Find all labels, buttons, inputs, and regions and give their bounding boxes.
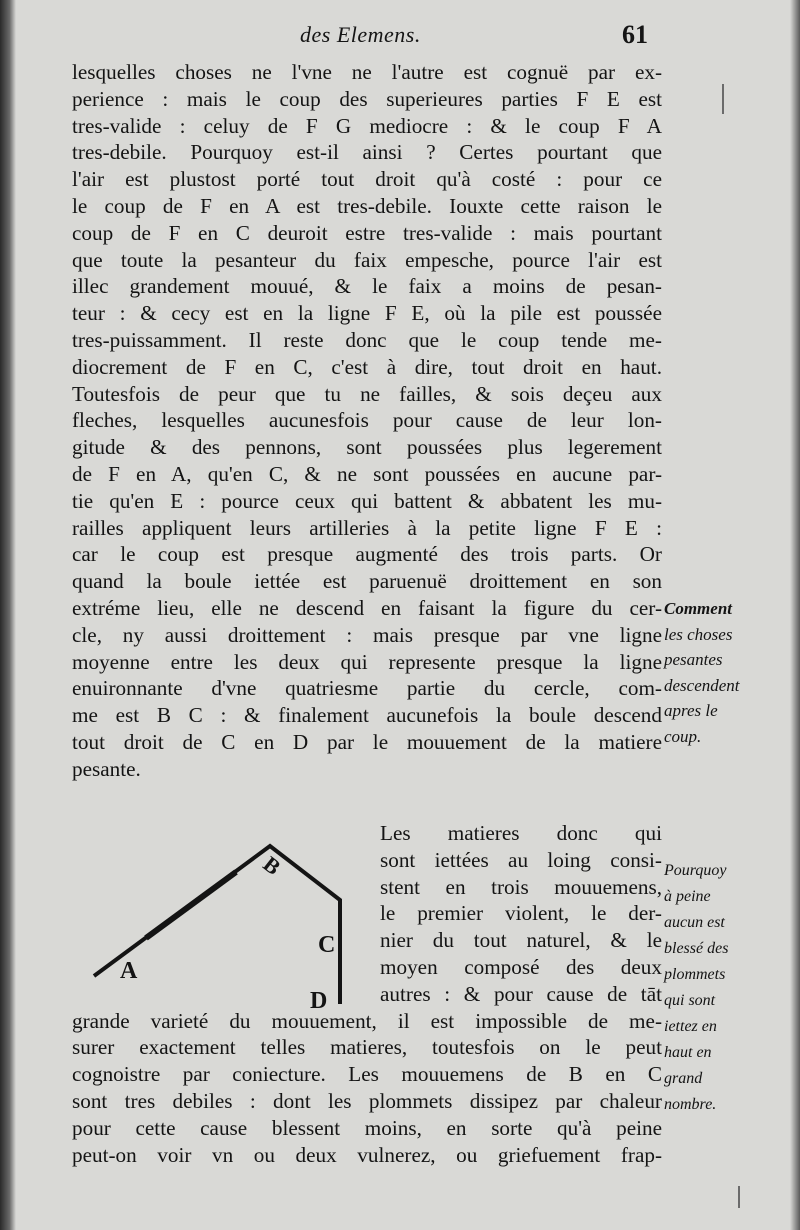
- text-line: sont tres debiles : dont les plommets dissipez par chaleur: [72, 1088, 662, 1113]
- text-line: lesquelles choses ne l'vne ne l'autre est cognuë par ex-: [72, 60, 662, 84]
- text-line: car le coup est presque augmenté des trois parts. Or: [72, 542, 662, 567]
- text-line: perience : mais le coup des superieures parties F E est: [72, 86, 662, 111]
- margin-note-line: nombre.: [664, 1096, 717, 1113]
- text-line: pour cette cause blessent moins, en sorte qu'à peine: [72, 1115, 662, 1140]
- label-a: A: [120, 958, 138, 984]
- text-line: cognoistre par coniecture. Les mouuemens de B en C: [72, 1062, 662, 1087]
- label-c: C: [318, 932, 336, 958]
- text-line: tres-valide : celuy de F G mediocre : & le coup F A: [72, 113, 662, 138]
- lower-text: [72, 820, 662, 1168]
- label-d: D: [310, 988, 328, 1014]
- margin-note-line: pesantes: [664, 650, 723, 669]
- running-title: des Elemens.: [300, 22, 421, 47]
- margin-note-line: aucun est: [664, 914, 725, 931]
- margin-note-line: blessé des: [664, 940, 729, 957]
- text-line: quand la boule iettée est paruenuë droittement en son: [72, 569, 662, 594]
- label-b: B: [258, 851, 286, 880]
- margin-note-line: iettez en: [664, 1018, 717, 1035]
- text-line: le premier violent, le der-: [380, 901, 662, 926]
- text-line: cle, ny aussi droittement : mais presque par vne ligne: [72, 622, 662, 647]
- margin-note-line: plommets: [664, 966, 726, 983]
- body-text: [72, 59, 662, 783]
- text-line: Toutesfois de peur que tu ne failles, & sois deçeu aux: [72, 381, 662, 406]
- margin-note-line: les choses: [664, 624, 733, 644]
- text-line: moyen composé des deux: [380, 954, 662, 979]
- text-line: me est B C : & finalement aucunefois la boule descend: [72, 703, 662, 728]
- page-number: 61: [622, 20, 648, 49]
- text-line: illec grandement mouué, & le faix a moins de pesan-: [72, 274, 662, 299]
- text-line: le coup de F en A est tres-debile. Iouxte cette raison le: [72, 193, 662, 218]
- text-line: nier du tout naturel, & le: [380, 928, 662, 953]
- text-line: coup de F en C deuroit estre tres-valide : mais pourtant: [72, 220, 662, 245]
- text-line: diocrement de F en C, c'est à dire, tout droit en haut.: [72, 354, 662, 379]
- text-line: tie qu'en E : pource ceux qui battent & abbatent les mu-: [72, 488, 662, 513]
- margin-note-line: qui sont: [664, 992, 716, 1009]
- text-line: extréme lieu, elle ne descend en faisant la figure du cer-: [72, 595, 662, 620]
- page-header: [0, 22, 800, 54]
- text-line: moyenne entre les deux qui represente presque la ligne: [72, 649, 662, 674]
- text-line: Les matieres donc qui: [380, 821, 662, 845]
- text-line: peut-on voir vn ou deux vulnerez, ou griefuement frap-: [72, 1142, 662, 1167]
- margin-note-line: apres le: [664, 701, 718, 720]
- text-line: tres-debile. Pourquoy est-il ainsi ? Certes pourtant que: [72, 140, 662, 165]
- scan-mark: [738, 1186, 740, 1208]
- margin-note-descent: [664, 596, 792, 749]
- margin-note-line: grand: [664, 1070, 703, 1087]
- text-line: enuironnante d'vne quatriesme partie du cercle, com-: [72, 676, 662, 701]
- text-line: stent en trois mouuemens,: [380, 874, 662, 899]
- scan-mark: [722, 84, 724, 114]
- text-line: que toute la pesanteur du faix empesche, pource l'air est: [72, 247, 662, 272]
- margin-note-wounded: [664, 858, 792, 1118]
- margin-note-line: descendent: [664, 675, 740, 695]
- margin-note-line: coup.: [664, 726, 702, 746]
- text-line: grande varieté du mouuement, il est impossible de me-: [72, 1008, 662, 1033]
- text-line: fleches, lesquelles aucunesfois pour cause de leur lon-: [72, 408, 662, 433]
- text-line: tout droit de C en D par le mouuement de la matiere: [72, 729, 662, 754]
- text-line: autres : & pour cause de tāt: [380, 981, 662, 1006]
- text-line: teur : & cecy est en la ligne F E, où la pile est poussée: [72, 301, 662, 326]
- margin-note-line: à peine: [664, 888, 711, 905]
- text-line: sont iettées au loing consi-: [380, 847, 662, 872]
- text-line: surer exactement telles matieres, toutesfois on le peut: [72, 1035, 662, 1060]
- text-line: gitude & des pennons, sont poussées plus legerement: [72, 435, 662, 460]
- margin-note-line: Pourquoy: [664, 862, 727, 879]
- margin-note-line: haut en: [664, 1044, 712, 1061]
- text-line: tres-puissamment. Il reste donc que le coup tende me-: [72, 327, 662, 352]
- text-line: de F en A, qu'en C, & ne sont poussées en aucune par-: [72, 461, 662, 486]
- text-line: l'air est plustost porté tout droit qu'à costé : pour ce: [72, 167, 662, 192]
- text-line: pesante.: [72, 756, 141, 781]
- margin-note-line: Comment: [664, 599, 733, 618]
- text-line: railles appliquent leurs artilleries à la petite ligne F E :: [72, 515, 662, 540]
